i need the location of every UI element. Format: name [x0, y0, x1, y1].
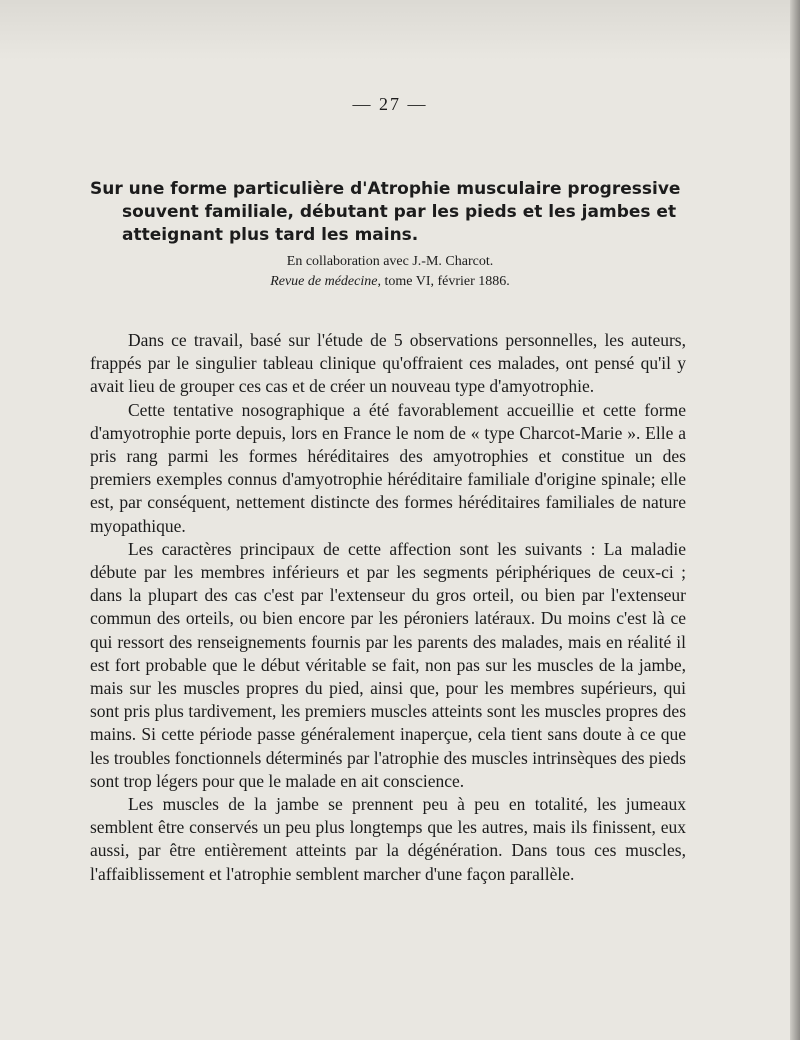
- article-body: [90, 329, 686, 886]
- paragraph: Les caractères principaux de cette affection sont les suivants : La maladie débute par les membres inférieurs et par les segments périphériques de ceux-ci ; dans la plupart des cas c'est par l'extenseur du gros orteil, ou bien par l'extenseur commun des orteils, ou bien encore par les péroniers latéraux. Du moins c'est là ce qui ressort des renseignements fournis par les parents des malades, mais en réalité il est fort probable que le début véritable se fait, non pas sur les muscles de la jambe, mais sur les muscles propres du pied, ainsi que, pour les membres supérieurs, qui sont pris plus tardivement, les premiers muscles atteints sont les muscles propres des mains. Si cette période passe généralement inaperçue, cela tient sans doute à ce que les troubles fonctionnels déterminés par l'atrophie des muscles intrinsèques des pieds sont trop légers pour que le malade en ait conscience.: [90, 538, 686, 791]
- paragraph: Les muscles de la jambe se prennent peu à peu en totalité, les jumeaux semblent être conservés un peu plus longtemps que les autres, mais ils finissent, eux aussi, par être entièrement atteints par la dégénération. Dans tous ces muscles, l'affaiblissement et l'atrophie semblent marcher d'une façon parallèle.: [90, 794, 686, 884]
- journal-name: Revue de médecine: [270, 274, 378, 289]
- paragraph: Cette tentative nosographique a été favorablement accueillie et cette forme d'amyotrophie porte depuis, lors en France le nom de « type Charcot-Marie ». Elle a pris rang parmi les formes héréditaires des amyotrophies et constitue un des premiers exemples connus d'amyotrophie héréditaire familiale d'origine spinale; elle est, par conséquent, nettement distincte des formes héréditaires familiales de nature myopathique.: [90, 399, 686, 536]
- collaboration-line: En collaboration avec J.-M. Charcot.: [286, 254, 494, 269]
- citation-line: [90, 274, 690, 290]
- scan-shade: [0, 0, 800, 60]
- page-number: — 27 —: [352, 94, 428, 114]
- scan-edge: [790, 0, 800, 1040]
- article-title: Sur une forme particulière d'Atrophie musculaire progressive souvent familiale, débutant par les pieds et les jambes et atteignant plus tard les mains.: [90, 179, 681, 245]
- citation-details: , tome VI, février 1886.: [377, 274, 510, 289]
- paragraph: Dans ce travail, basé sur l'étude de 5 observations personnelles, les auteurs, frappés par le singulier tableau clinique qu'offraient ces malades, ont pensé qu'il y avait lieu de grouper ces cas et de créer un nouveau type d'amyotrophie.: [90, 330, 686, 397]
